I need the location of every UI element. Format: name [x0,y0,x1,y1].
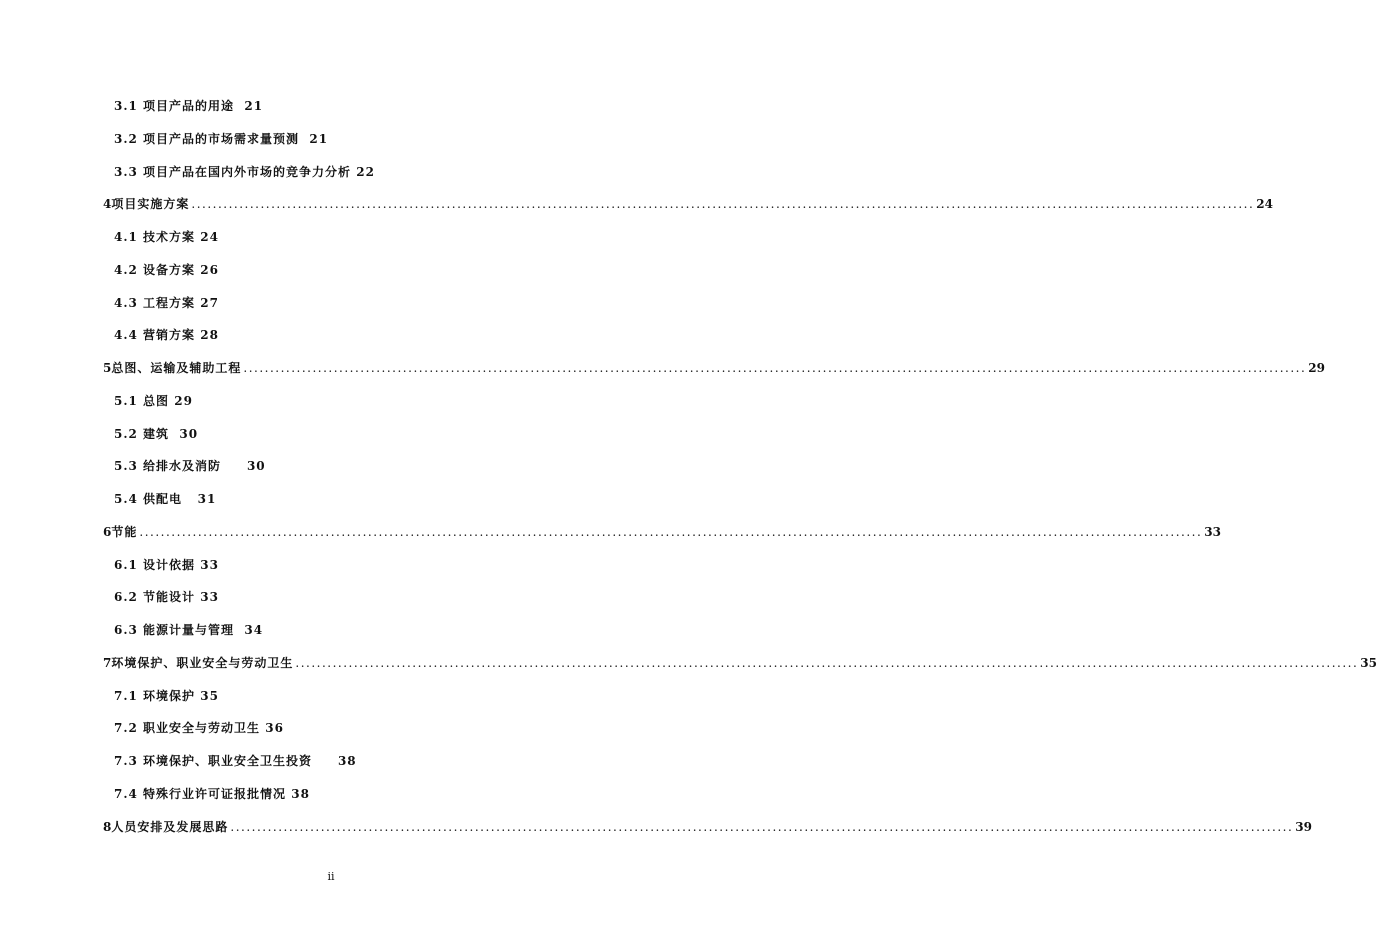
toc-section-entry[interactable] [114,96,263,116]
toc-chapter-entry[interactable] [103,194,1273,214]
toc-section-text: 5.1 总图 29 [114,393,193,408]
toc-page-number: 24 [1256,197,1273,212]
toc-chapter-title: 总图、运输及辅助工程 [111,361,242,375]
toc-section-text: 4.1 技术方案 24 [114,230,219,244]
toc-section-entry[interactable] [114,587,219,607]
toc-section-text: 3.3 项目产品在国内外市场的竞争力分析 22 [114,164,375,179]
toc-section-text: 7.4 特殊行业许可证报批情况 38 [114,786,310,801]
toc-leader-dots: ........................................................................................................................................................................................................ [230,819,1294,834]
toc-section-entry[interactable] [114,456,266,476]
toc-chapter-entry[interactable] [103,817,1312,837]
toc-section-entry[interactable] [114,784,310,804]
toc-section-entry[interactable] [114,162,375,182]
toc-chapter-number: 8 [103,819,112,834]
toc-section-entry[interactable] [114,686,219,706]
toc-section-entry[interactable] [114,260,219,280]
toc-section-entry[interactable] [114,391,193,411]
toc-leader-dots: ........................................................................................................................................................................................................ [243,361,1307,375]
toc-section-text: 4.2 设备方案 26 [114,262,219,277]
toc-leader-dots: ........................................................................................................................................................................................................ [191,197,1255,212]
toc-section-text: 5.3 给排水及消防 30 [114,459,266,474]
toc-section-text: 5.4 供配电 31 [114,492,217,506]
toc-section-text: 3.1 项目产品的用途 21 [114,99,264,113]
toc-chapter-title: 人员安排及发展思路 [111,819,229,834]
toc-chapter-number: 5 [103,361,112,375]
toc-section-text: 6.3 能源计量与管理 34 [114,623,264,637]
toc-chapter-title: 项目实施方案 [111,197,190,212]
toc-section-text: 4.4 营销方案 28 [114,328,219,343]
toc-page-number: 33 [1204,524,1221,539]
toc-section-entry[interactable] [114,751,357,771]
toc-section-text: 6.2 节能设计 33 [114,590,219,605]
toc-section-text: 7.3 环境保护、职业安全卫生投资 38 [114,754,357,768]
toc-section-entry[interactable] [114,620,263,640]
toc-chapter-number: 6 [103,524,112,539]
toc-section-entry[interactable] [114,129,328,149]
toc-leader-dots: ........................................................................................................................................................................................................ [295,655,1359,670]
toc-section-entry[interactable] [114,227,219,247]
toc-chapter-title: 环境保护、职业安全与劳动卫生 [111,655,294,670]
page-number-footer: ii [327,870,335,883]
toc-section-entry[interactable] [114,489,216,509]
toc-section-entry[interactable] [114,555,219,575]
toc-section-text: 7.1 环境保护 35 [114,688,219,703]
toc-section-text: 3.2 项目产品的市场需求量预测 21 [114,131,329,146]
toc-section-text: 7.2 职业安全与劳动卫生 36 [114,721,284,736]
toc-section-entry[interactable] [114,325,219,345]
toc-section-entry[interactable] [114,424,198,444]
toc-chapter-entry[interactable] [103,522,1221,542]
toc-section-text: 4.3 工程方案 27 [114,295,219,310]
toc-page-number: 35 [1360,655,1377,670]
toc-chapter-entry[interactable] [103,653,1377,673]
toc-chapter-number: 7 [103,655,112,670]
toc-leader-dots: ........................................................................................................................................................................................................ [139,524,1203,539]
toc-section-text: 5.2 建筑 30 [114,426,199,441]
toc-section-entry[interactable] [114,718,284,738]
toc-section-entry[interactable] [114,293,219,313]
toc-chapter-number: 4 [103,197,112,212]
toc-page-number: 29 [1308,361,1325,375]
toc-chapter-title: 节能 [111,524,138,539]
toc-page-number: 39 [1295,819,1312,834]
toc-section-text: 6.1 设计依据 33 [114,557,219,572]
toc-chapter-entry[interactable] [103,358,1325,378]
